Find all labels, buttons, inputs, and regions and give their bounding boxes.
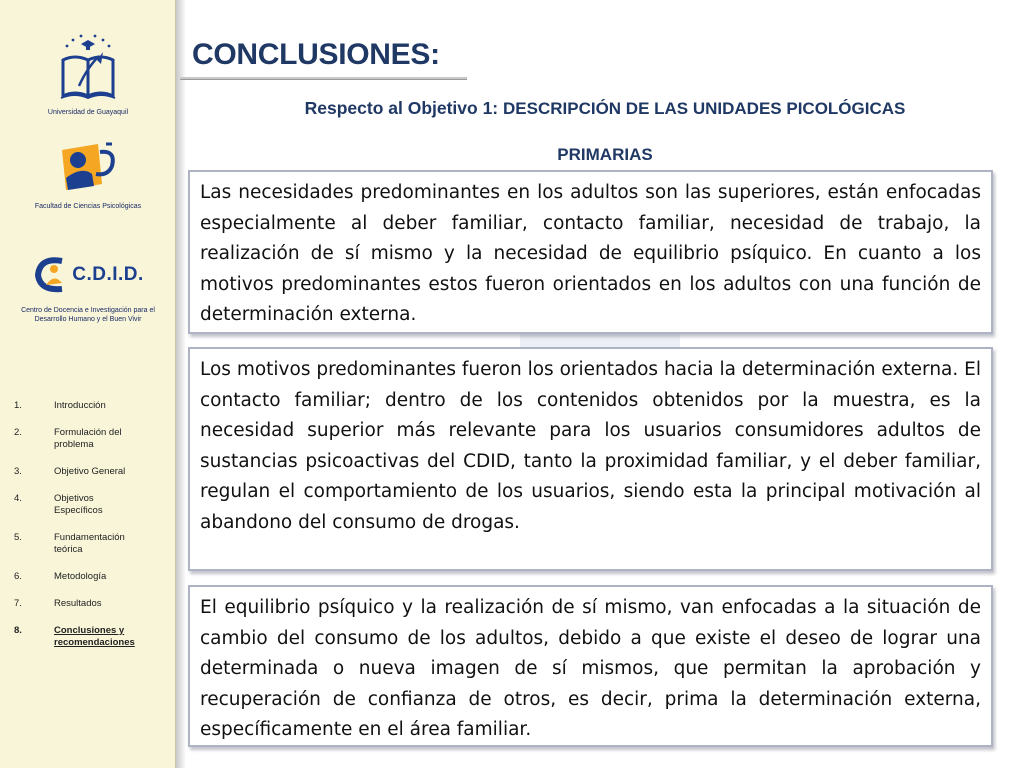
nav-item-conclusiones[interactable]	[14, 625, 164, 649]
nav-number: 8.	[14, 625, 22, 636]
title-underline	[180, 77, 467, 80]
university-logo	[0, 30, 176, 117]
page-title: CONCLUSIONES:	[192, 38, 440, 71]
conclusion-box-1: Las necesidades predominantes en los adultos son las superiores, están enfocadas especialmente al deber familiar, contacto familiar, necesidad de trabajo, la realización de sí mismo y la necesidad de equilibrio psíquico. En cuanto a los motivos predominantes estos fueron orientados en los adultos con una función de determinación externa.	[188, 170, 993, 334]
nav-label: Objetivos Específicos	[54, 493, 103, 516]
objective-name: DESCRIPCIÓN DE LAS UNIDADES PICOLÓGICAS	[503, 99, 906, 118]
nav-item-metodologia[interactable]	[14, 571, 164, 583]
objective-subtitle	[200, 98, 1010, 119]
nav-label: Conclusiones y recomendaciones	[54, 625, 135, 648]
university-book-logo-icon	[53, 30, 123, 104]
nav-label: Objetivo General	[54, 466, 126, 477]
nav-number: 6.	[14, 571, 22, 582]
nav-number: 2.	[14, 427, 22, 438]
sidebar-shadow	[176, 0, 186, 768]
university-caption: Universidad de Guayaquil	[47, 109, 129, 116]
nav-number: 3.	[14, 466, 22, 477]
nav-number: 4.	[14, 493, 22, 504]
faculty-caption: Facultad de Ciencias Psicológicas	[34, 203, 142, 210]
sidebar	[0, 0, 176, 768]
nav-label: Formulación del problema	[54, 427, 122, 450]
nav-number: 5.	[14, 532, 22, 543]
conclusion-box-3: El equilibrio psíquico y la realización de sí mismo, van enfocadas a la situación de cambio del consumo de los adultos, debido a que existe el deseo de lograr una determinada o nueva imagen de sí mismos, que permitan la aprobación y recuperación de confianza de otros, es decir, prima la determinación externa, específicamente en el área familiar.	[188, 585, 993, 747]
cdid-logo-icon	[32, 255, 70, 295]
section-nav	[14, 400, 164, 664]
nav-item-formulacion[interactable]	[14, 427, 164, 451]
nav-item-objetivo-general[interactable]	[14, 466, 164, 478]
objective-name-continued: PRIMARIAS	[557, 145, 653, 164]
psychology-faculty-logo-icon	[52, 140, 124, 196]
nav-item-introduccion[interactable]	[14, 400, 164, 412]
nav-item-fundamentacion[interactable]	[14, 532, 164, 556]
nav-item-objetivos-especificos[interactable]	[14, 493, 164, 517]
nav-number: 1.	[14, 400, 22, 411]
nav-label: Fundamentación teórica	[54, 532, 125, 555]
conclusion-box-2: Los motivos predominantes fueron los orientados hacia la determinación externa. El contacto familiar; dentro de los contenidos obtenidos por la muestra, es la necesidad superior más relevante para los usuarios consumidores adultos de sustancias psicoactivas del CDID, tanto la proximidad familiar, y el deber familiar, regulan el comportamiento de los usuarios, siendo esta la principal motivación al abandono del consumo de drogas.	[188, 347, 993, 571]
nav-label: Resultados	[54, 598, 102, 609]
cdid-caption: Centro de Docencia e Investigación para el Desarrollo Humano y el Buen Vivir	[21, 307, 155, 323]
cdid-brand-text: C.D.I.D.	[72, 264, 144, 285]
nav-label: Metodología	[54, 571, 107, 582]
nav-item-resultados[interactable]	[14, 598, 164, 610]
nav-label: Introducción	[54, 400, 106, 411]
nav-number: 7.	[14, 598, 22, 609]
faculty-logo	[0, 140, 176, 211]
cdid-logo	[0, 252, 176, 324]
objective-prefix: Respecto al Objetivo 1:	[304, 98, 503, 118]
